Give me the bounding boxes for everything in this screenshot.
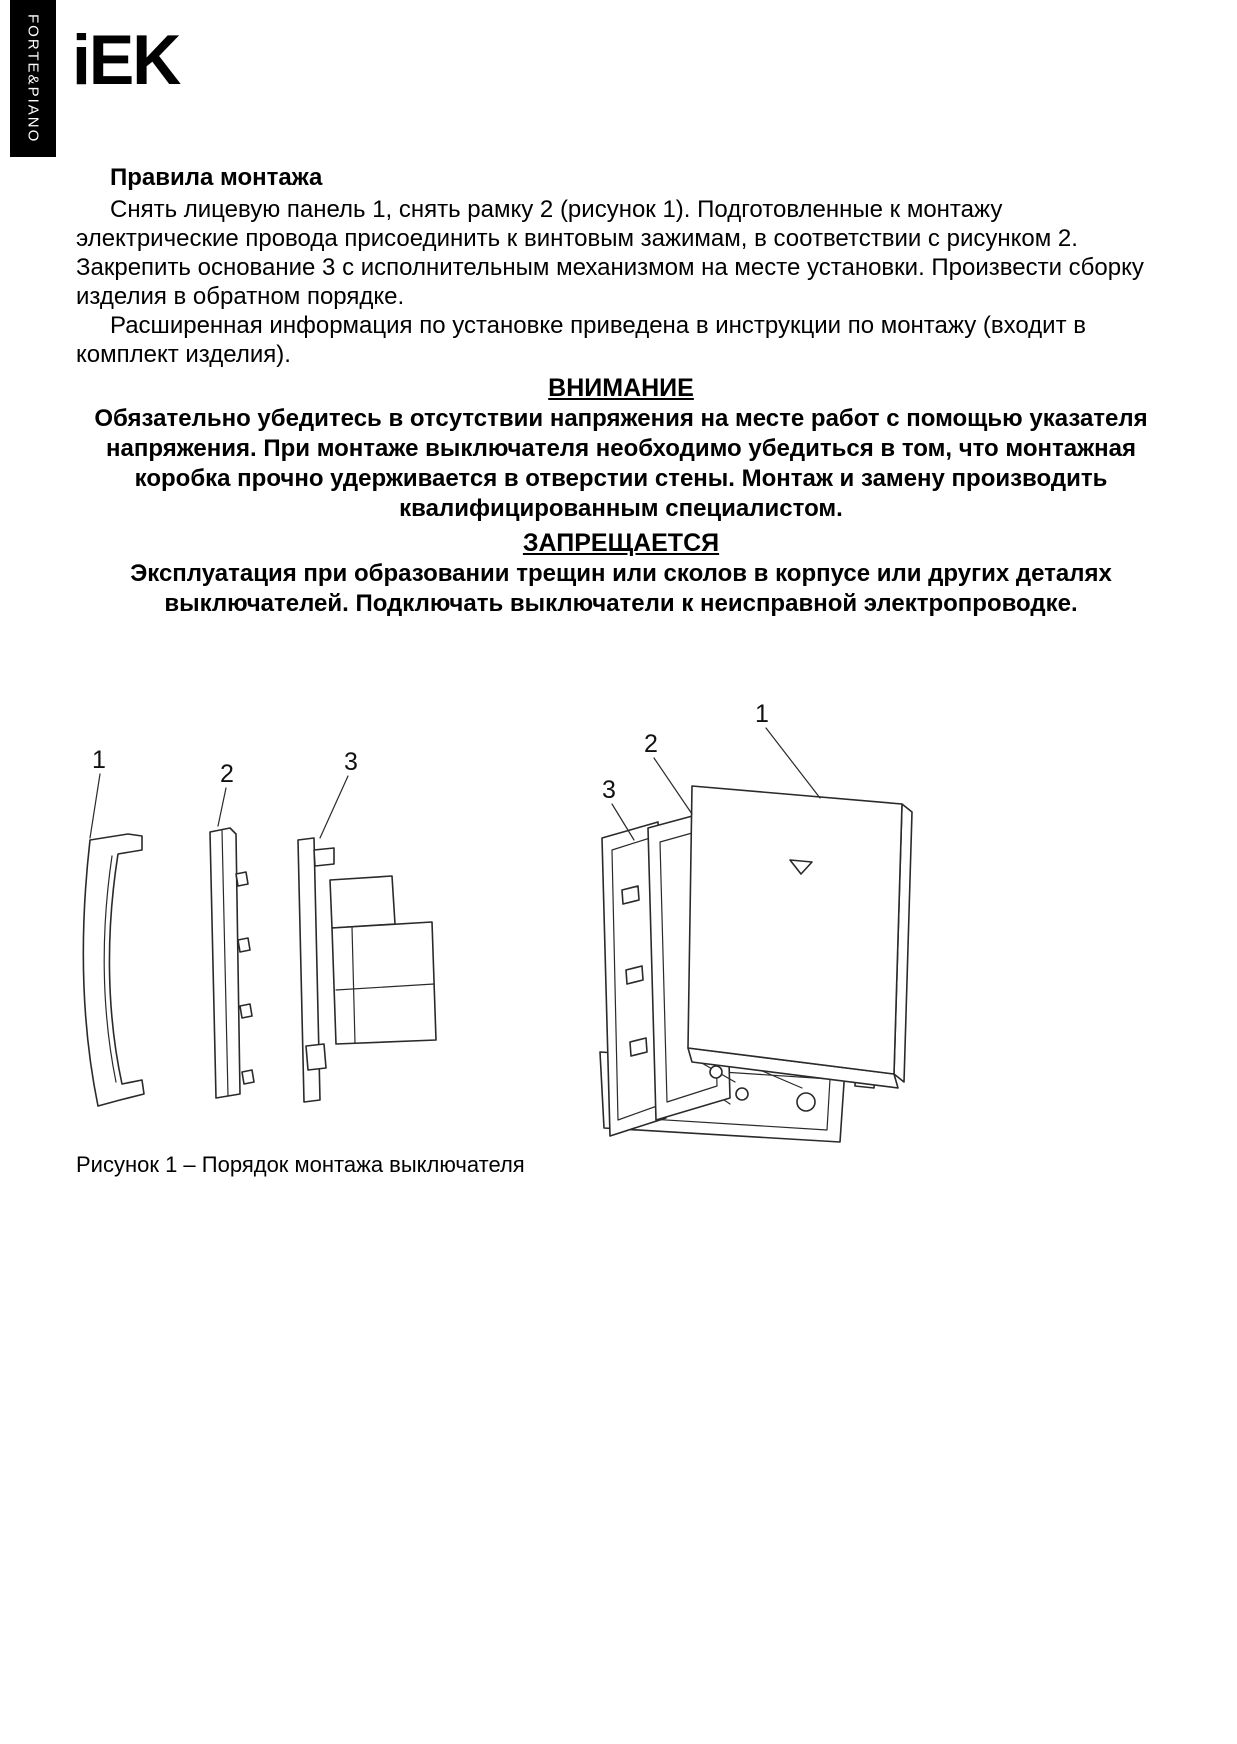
paragraph-installation: Снять лицевую панель 1, снять рамку 2 (рисунок 1). Подготовленные к монтажу электрические провода присоединить к винтовым зажимам, в соответствии с рисунком 2. Закрепить основание 3 с исполнительным механизмом на месте установки. Произвести сборку изделия в обратном порядке. [76,196,1144,310]
figure-label-left-1: 1 [92,746,106,774]
paragraph-extended-info: Расширенная информация по установке приведена в инструкции по монтажу (входит в комплект изделия). [76,312,1086,368]
figure-caption: Рисунок 1 – Порядок монтажа выключателя [76,1152,525,1177]
attention-title: ВНИМАНИЕ [548,374,694,402]
face-panel-side-drawing [83,834,144,1106]
rocker-panel-iso-drawing [688,786,912,1088]
frame-side-drawing [210,828,254,1098]
prohibited-body: Эксплуатация при образовании трещин или сколов в корпусе или других деталях выключателей. Подключать выключатели к неисправной электропроводке. [130,560,1112,617]
section-heading: Правила монтажа [110,164,323,191]
figure-label-right-3: 3 [602,776,616,804]
spine-tab [10,0,56,157]
figure-drawing [0,690,1237,1160]
figure-label-right-2: 2 [644,730,658,758]
figure-label-left-3: 3 [344,748,358,776]
manual-text-column [76,163,1166,619]
prohibited-title: ЗАПРЕЩАЕТСЯ [522,529,720,557]
figure-label-left-2: 2 [220,760,234,788]
attention-body: Обязательно убедитесь в отсутствии напряжения на месте работ с помощью указателя напряжения. При монтаже выключателя необходимо убедиться в том, что монтажная коробка прочно удерживается в отверстии стены. Монтаж и замену производить квалифицированным специалистом. [94,405,1148,522]
base-mechanism-side-drawing [298,838,436,1102]
spine-label: FORTE&PIANO [24,13,42,144]
figure-1 [0,690,1237,1230]
iek-logo: iEK [72,20,180,100]
figure-label-right-1: 1 [755,700,769,728]
